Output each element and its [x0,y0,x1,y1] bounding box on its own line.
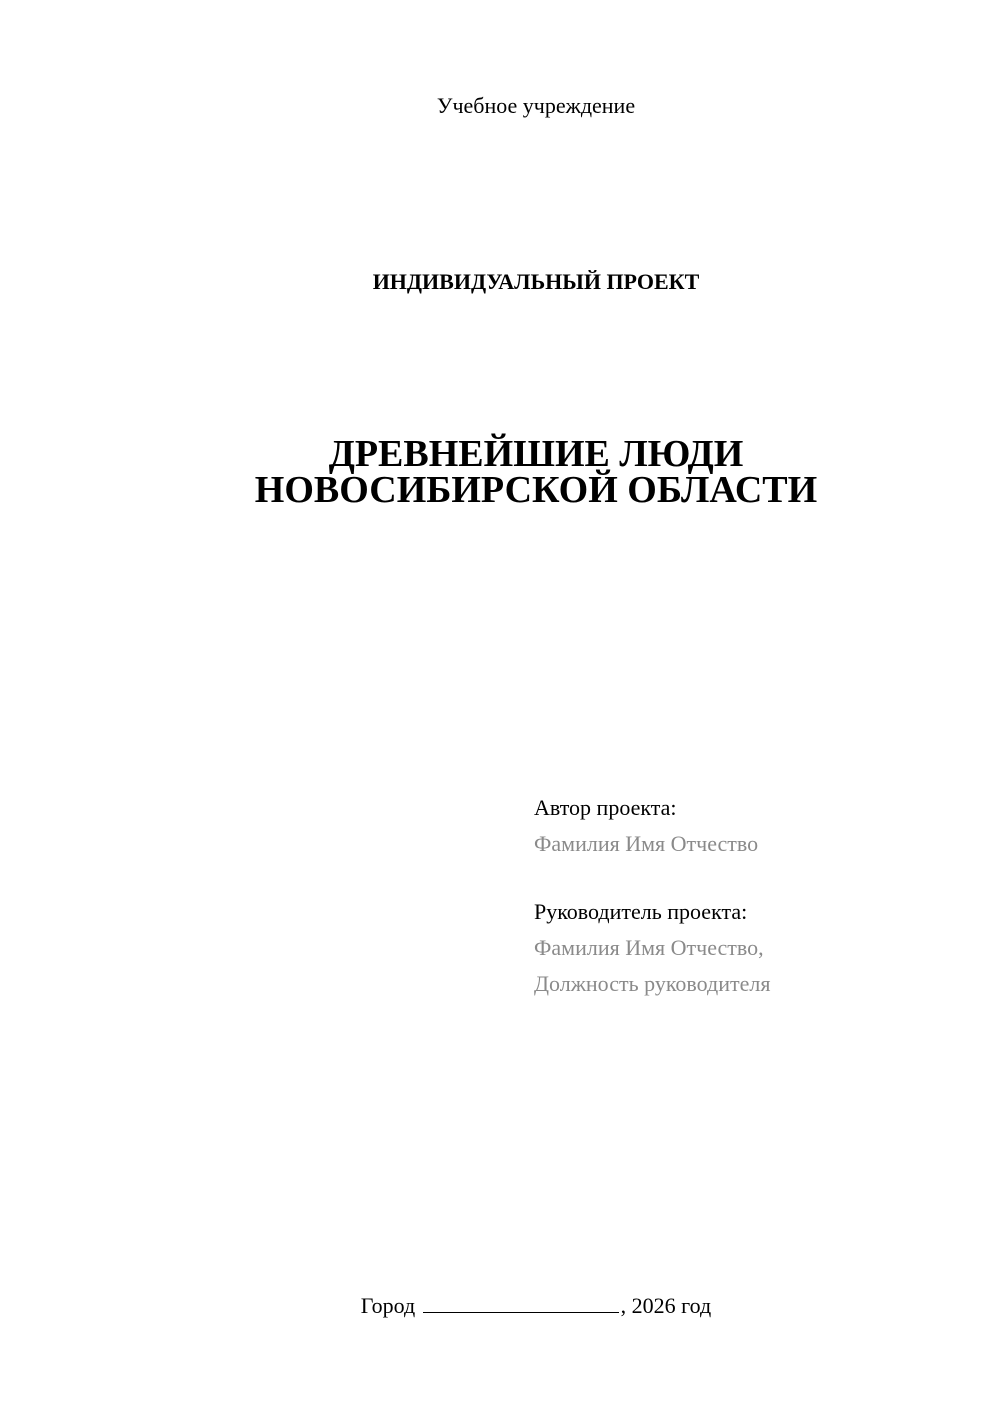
author-label: Автор проекта: [534,795,677,820]
supervisor-name: Фамилия Имя Отчество, [534,935,764,960]
project-info-block [534,790,974,1002]
year-text: , 2026 год [620,1293,712,1318]
institution-name: Учебное учреждение [436,93,636,118]
document-type: ИНДИВИДУАЛЬНЫЙ ПРОЕКТ [372,269,700,294]
info-spacer [534,862,974,894]
supervisor-label: Руководитель проекта: [534,899,748,924]
project-title-line-1: ДРЕВНЕЙШИЕ ЛЮДИ [328,433,744,475]
project-title [0,433,1000,511]
author-name: Фамилия Имя Отчество [534,831,759,856]
city-blank-line [423,1292,619,1313]
project-title-line-2: НОВОСИБИРСКОЙ ОБЛАСТИ [254,469,818,511]
supervisor-position: Должность руководителя [534,971,771,996]
city-label: Город [360,1293,416,1318]
footer-city-year [0,1292,1000,1320]
